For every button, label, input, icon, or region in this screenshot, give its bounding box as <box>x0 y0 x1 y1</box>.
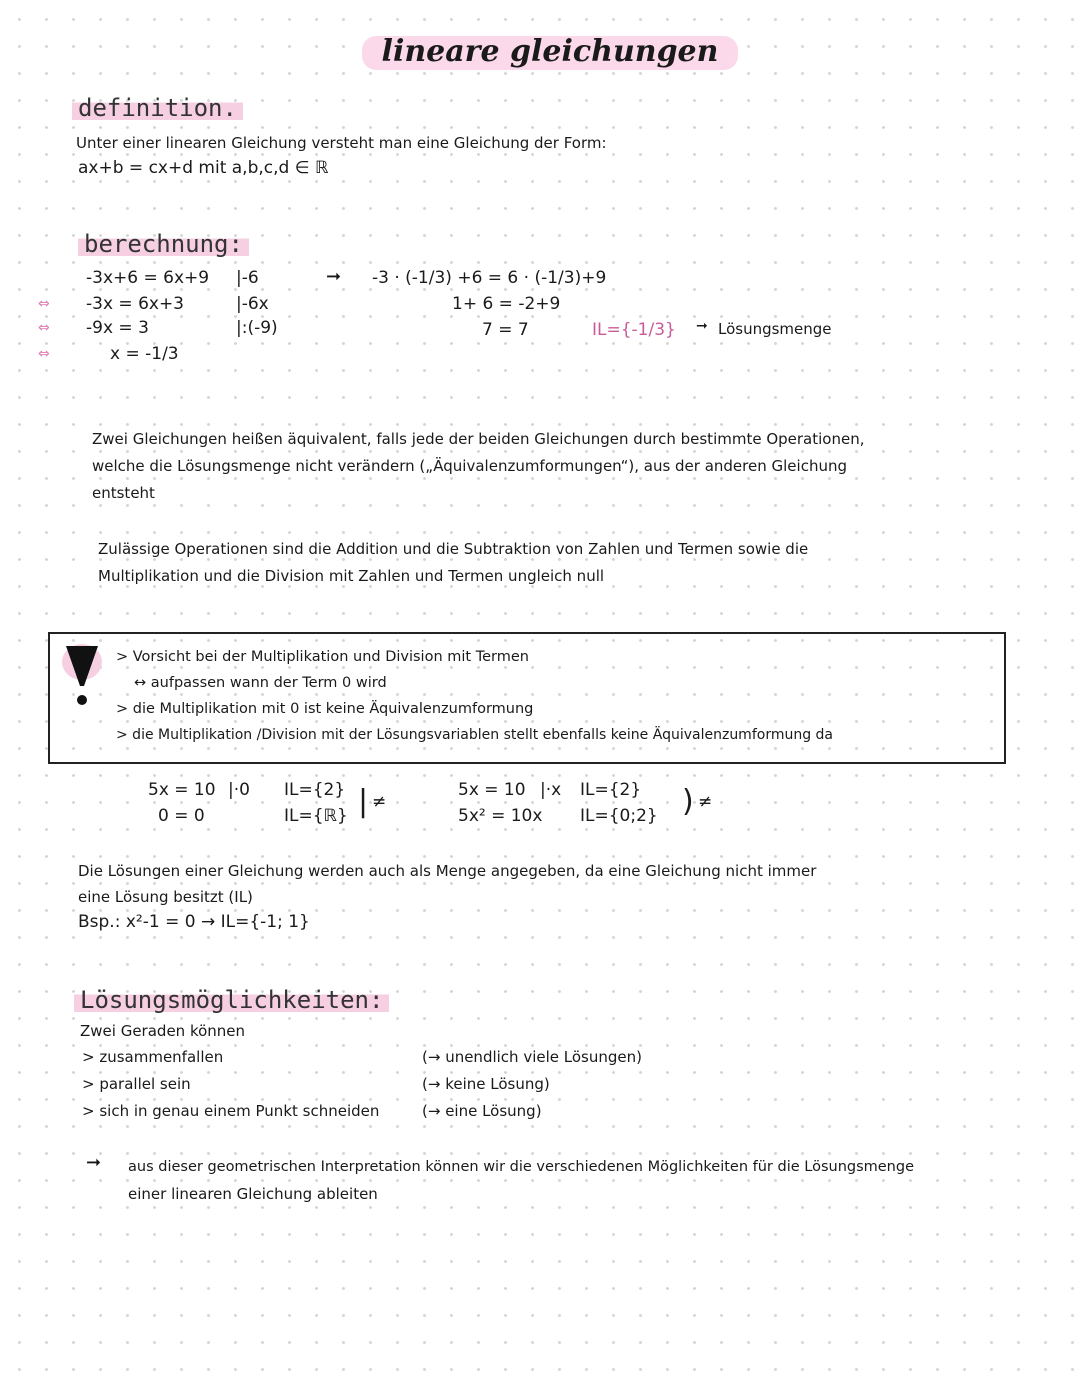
moeglichkeiten-heading: Lösungsmöglichkeiten: <box>74 986 389 1014</box>
example-left-set2: IL={ℝ} <box>284 806 348 826</box>
zulaessig-line-2: Multiplikation und die Division mit Zahlen und Termen ungleich null <box>98 567 605 585</box>
moeglichkeit-result-3: (→ eine Lösung) <box>422 1102 542 1120</box>
calc-op-2: |-6x <box>236 294 269 314</box>
example-left-eq1: 5x = 10 <box>148 780 216 800</box>
calc-step-3: -9x = 3 <box>86 318 149 338</box>
moeglichkeit-case-2: > parallel sein <box>82 1075 191 1093</box>
berechnung-heading: berechnung: <box>78 230 249 258</box>
example-left-op: |·0 <box>228 780 250 800</box>
moeglichkeit-result-1: (→ unendlich viele Lösungen) <box>422 1048 642 1066</box>
example-right-eq1: 5x = 10 <box>458 780 526 800</box>
equiv-icon: ⇔ <box>38 320 50 336</box>
moeglichkeit-result-2: (→ keine Lösung) <box>422 1075 550 1093</box>
loesungen-line-1: Die Lösungen einer Gleichung werden auch als Menge angegeben, da eine Gleichung nicht immer <box>78 862 817 880</box>
example-right-eq2: 5x² = 10x <box>458 806 543 826</box>
conclusion-line-1: aus dieser geometrischen Interpretation können wir die verschiedenen Möglichkeiten für die Lösungsmenge <box>128 1159 915 1175</box>
example-right-set1: IL={2} <box>580 780 642 800</box>
moeglichkeit-case-3: > sich in genau einem Punkt schneiden <box>82 1102 380 1120</box>
example-right-set2: IL={0;2} <box>580 806 658 826</box>
arrow-right-icon: ➞ <box>86 1152 102 1173</box>
bracket: ) <box>682 784 694 819</box>
calc-op-3: |:(-9) <box>236 318 278 338</box>
check-line-1: -3 · (-1/3) +6 = 6 · (-1/3)+9 <box>372 268 607 288</box>
solution-set: IL={-1/3} <box>592 320 676 340</box>
page-title: lineare gleichungen <box>381 34 719 69</box>
definition-heading: definition. <box>72 94 243 122</box>
example-left-set1: IL={2} <box>284 780 346 800</box>
warning-item-2: ↔ aufpassen wann der Term 0 wird <box>134 675 387 691</box>
example-left-eq2: 0 = 0 <box>158 806 205 826</box>
aequivalent-line-2: welche die Lösungsmenge nicht verändern („Äquivalenzumformungen“), aus der anderen Gleichung <box>92 457 847 475</box>
warning-item-4: > die Multiplikation /Division mit der Lösungsvariablen stellt ebenfalls keine Äquivalenzumformung da <box>116 727 834 743</box>
calc-step-2: -3x = 6x+3 <box>86 294 184 314</box>
warning-icon <box>60 640 104 710</box>
bracket: | <box>358 784 369 819</box>
arrow-right-icon: ➞ <box>326 266 342 287</box>
zulaessig-line-1: Zulässige Operationen sind die Addition und die Subtraktion von Zahlen und Termen sowie die <box>98 540 809 558</box>
loesungen-line-2: eine Lösung besitzt (IL) <box>78 888 253 906</box>
warning-item-3: > die Multiplikation mit 0 ist keine Äquivalenzumformung <box>116 701 534 717</box>
solution-set-label: Lösungsmenge <box>718 320 832 338</box>
calc-step-1: -3x+6 = 6x+9 <box>86 268 210 288</box>
definition-text: Unter einer linearen Gleichung versteht man eine Gleichung der Form: <box>76 134 607 152</box>
not-equal-icon: ≠ <box>372 792 387 812</box>
aequivalent-line-1: Zwei Gleichungen heißen äquivalent, falls jede der beiden Gleichungen durch bestimmte Operationen, <box>92 430 865 448</box>
conclusion-line-2: einer linearen Gleichung ableiten <box>128 1185 378 1203</box>
arrow-right-icon: ➞ <box>696 318 708 334</box>
check-line-3: 7 = 7 <box>482 320 529 340</box>
calc-op-1: |-6 <box>236 268 259 288</box>
loesungen-example: Bsp.: x²-1 = 0 → IL={-1; 1} <box>78 912 310 932</box>
warning-item-1: > Vorsicht bei der Multiplikation und Division mit Termen <box>116 649 529 665</box>
moeglichkeiten-intro: Zwei Geraden können <box>80 1022 246 1040</box>
definition-form: ax+b = cx+d mit a,b,c,d ∈ ℝ <box>78 158 329 178</box>
moeglichkeit-case-1: > zusammenfallen <box>82 1048 224 1066</box>
aequivalent-line-3: entsteht <box>92 484 155 502</box>
check-line-2: 1+ 6 = -2+9 <box>452 294 561 314</box>
example-right-op: |·x <box>540 780 562 800</box>
not-equal-icon: ≠ <box>698 792 713 812</box>
equiv-icon: ⇔ <box>38 346 50 362</box>
calc-step-4: x = -1/3 <box>110 344 179 364</box>
equiv-icon: ⇔ <box>38 296 50 312</box>
